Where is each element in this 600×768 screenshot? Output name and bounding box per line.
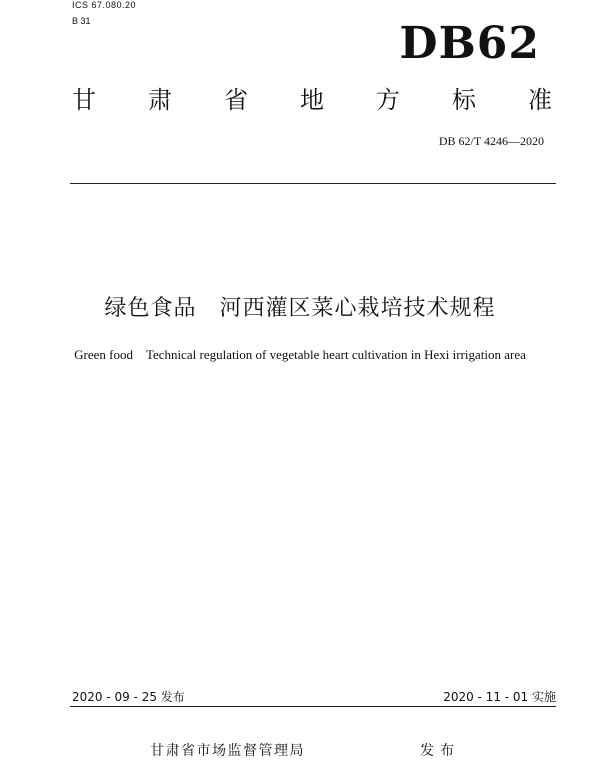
ics-code: ICS 67.080.20 (72, 0, 137, 10)
bottom-divider (70, 706, 556, 707)
standard-type-char: 方 (376, 86, 400, 114)
issue-date: 2020 - 09 - 25 发布 (72, 690, 185, 704)
issue-label: 发布 (420, 743, 460, 759)
ccs-code: B 31 (72, 16, 91, 26)
standard-type-char: 准 (528, 86, 552, 114)
title-english: Green food Technical regulation of vegetable heart cultivation in Hexi irrigation area (74, 347, 526, 362)
standard-type-char: 地 (300, 86, 324, 114)
standard-type-char: 肃 (148, 86, 172, 114)
top-divider (70, 183, 556, 184)
standard-type-char: 省 (224, 86, 248, 114)
standard-type-char: 甘 (72, 86, 96, 114)
standard-code: DB62 (399, 18, 540, 69)
standard-type-char: 标 (452, 86, 476, 114)
implement-date: 2020 - 11 - 01 实施 (443, 690, 556, 704)
issuing-authority: 甘肃省市场监督管理局 (150, 743, 305, 759)
standard-number: DB 62/T 4246—2020 (438, 134, 544, 148)
standard-type (72, 84, 552, 116)
title-chinese: 绿色食品 河西灌区菜心栽培技术规程 (104, 296, 496, 321)
